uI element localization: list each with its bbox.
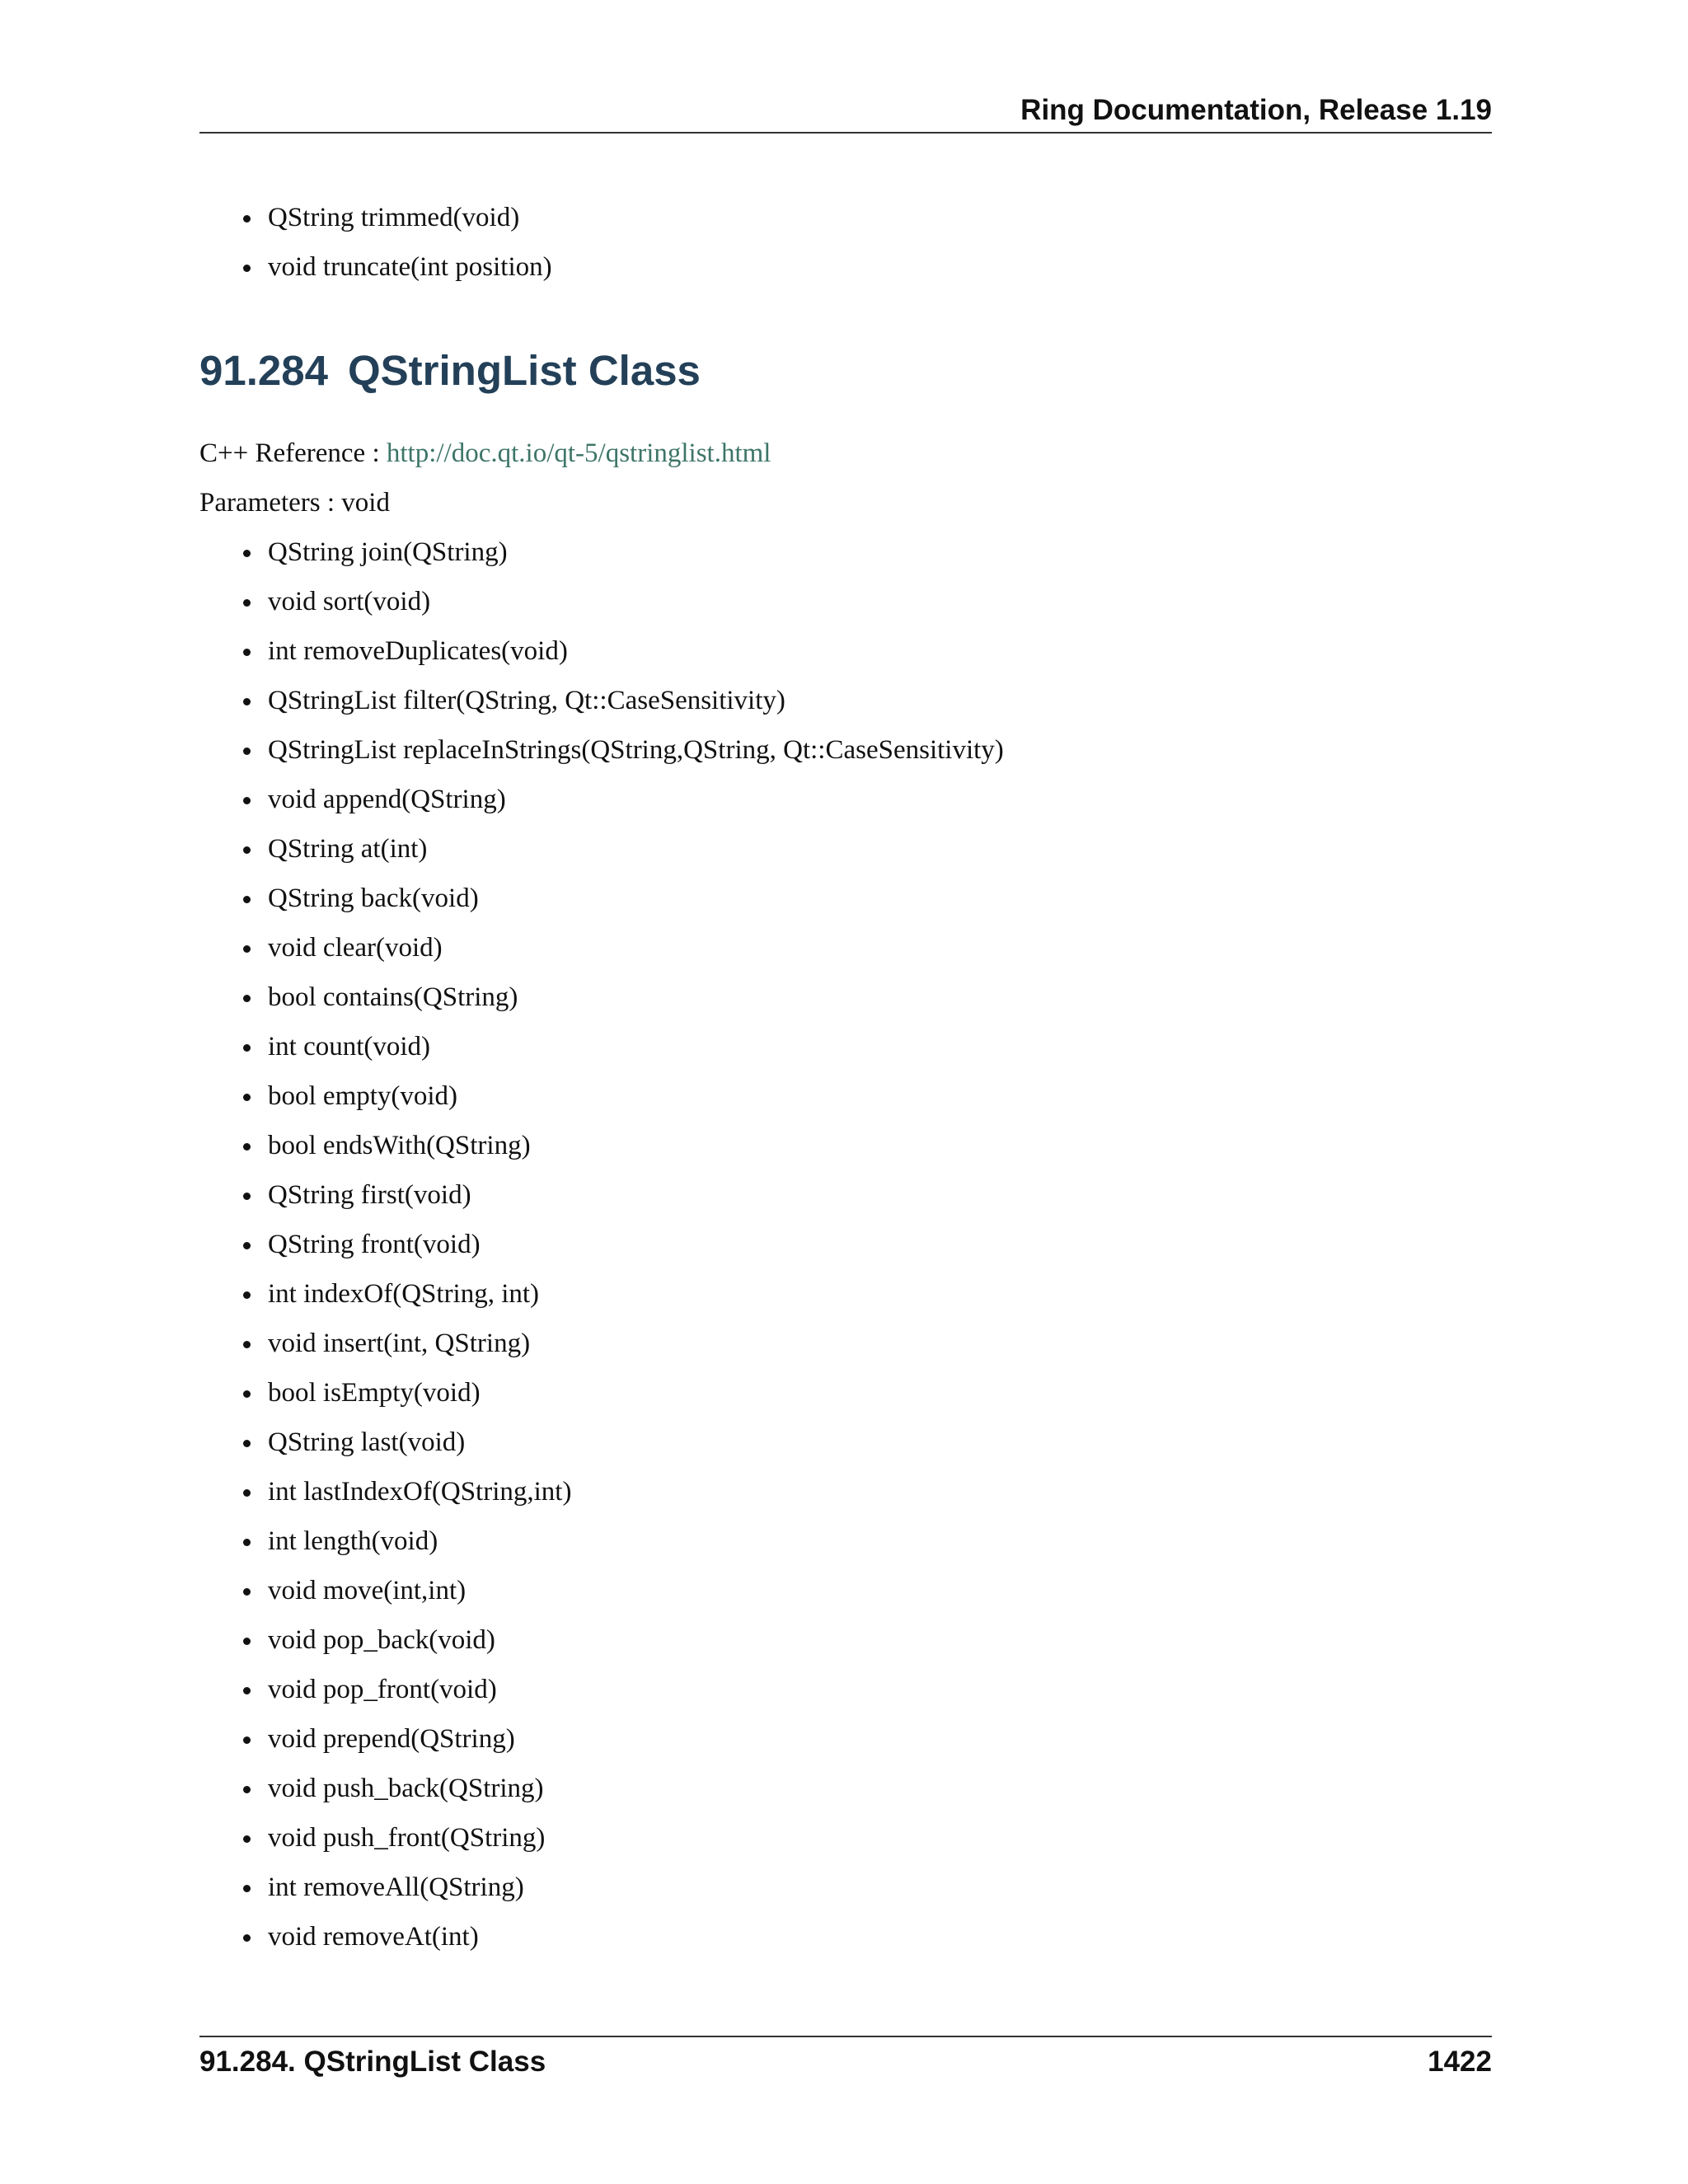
footer-section-label: 91.284. QStringList Class — [199, 2046, 546, 2078]
list-item: void append(QString) — [241, 775, 1004, 824]
list-item: void sort(void) — [241, 577, 1004, 626]
list-item: QStringList replaceInStrings(QString,QString, Qt::CaseSensitivity) — [241, 725, 1004, 775]
parameters-value: void — [341, 488, 390, 518]
list-item: QString back(void) — [241, 874, 1004, 923]
list-item: void removeAt(int) — [241, 1912, 1004, 1961]
continued-method-list — [241, 193, 552, 292]
list-item: void push_back(QString) — [241, 1764, 1004, 1813]
page-footer — [199, 2036, 1492, 2087]
section-title-text: QStringList Class — [348, 347, 701, 394]
cpp-reference-line — [199, 429, 771, 478]
list-item: void insert(int, QString) — [241, 1319, 1004, 1368]
list-item: void truncate(int position) — [241, 242, 552, 292]
list-item: QString last(void) — [241, 1418, 1004, 1467]
list-item: void move(int,int) — [241, 1566, 1004, 1615]
page-number: 1422 — [1428, 2046, 1492, 2078]
list-item: QString first(void) — [241, 1170, 1004, 1220]
method-list — [241, 527, 1004, 1961]
list-item: void push_front(QString) — [241, 1813, 1004, 1863]
page-header — [199, 89, 1492, 134]
list-item: bool empty(void) — [241, 1071, 1004, 1121]
document-title: Ring Documentation, Release 1.19 — [1020, 94, 1492, 126]
section-heading — [199, 338, 701, 404]
parameters-line — [199, 478, 390, 527]
list-item: int removeAll(QString) — [241, 1863, 1004, 1912]
list-item: int count(void) — [241, 1022, 1004, 1071]
list-item: QString front(void) — [241, 1220, 1004, 1269]
list-item: int lastIndexOf(QString,int) — [241, 1467, 1004, 1516]
list-item: void prepend(QString) — [241, 1714, 1004, 1764]
list-item: QString join(QString) — [241, 527, 1004, 577]
reference-label: C++ Reference : — [199, 438, 387, 468]
list-item: void clear(void) — [241, 923, 1004, 972]
list-item: int length(void) — [241, 1516, 1004, 1566]
list-item: int indexOf(QString, int) — [241, 1269, 1004, 1319]
reference-link[interactable]: http://doc.qt.io/qt-5/qstringlist.html — [386, 438, 771, 468]
list-item: QString at(int) — [241, 824, 1004, 874]
list-item: void pop_front(void) — [241, 1665, 1004, 1714]
list-item: bool contains(QString) — [241, 972, 1004, 1022]
list-item: QString trimmed(void) — [241, 193, 552, 242]
list-item: QStringList filter(QString, Qt::CaseSensitivity) — [241, 676, 1004, 725]
section-number: 91.284 — [199, 347, 328, 394]
list-item: bool isEmpty(void) — [241, 1368, 1004, 1418]
list-item: int removeDuplicates(void) — [241, 626, 1004, 676]
parameters-label: Parameters : — [199, 488, 342, 518]
list-item: void pop_back(void) — [241, 1615, 1004, 1665]
list-item: bool endsWith(QString) — [241, 1121, 1004, 1170]
